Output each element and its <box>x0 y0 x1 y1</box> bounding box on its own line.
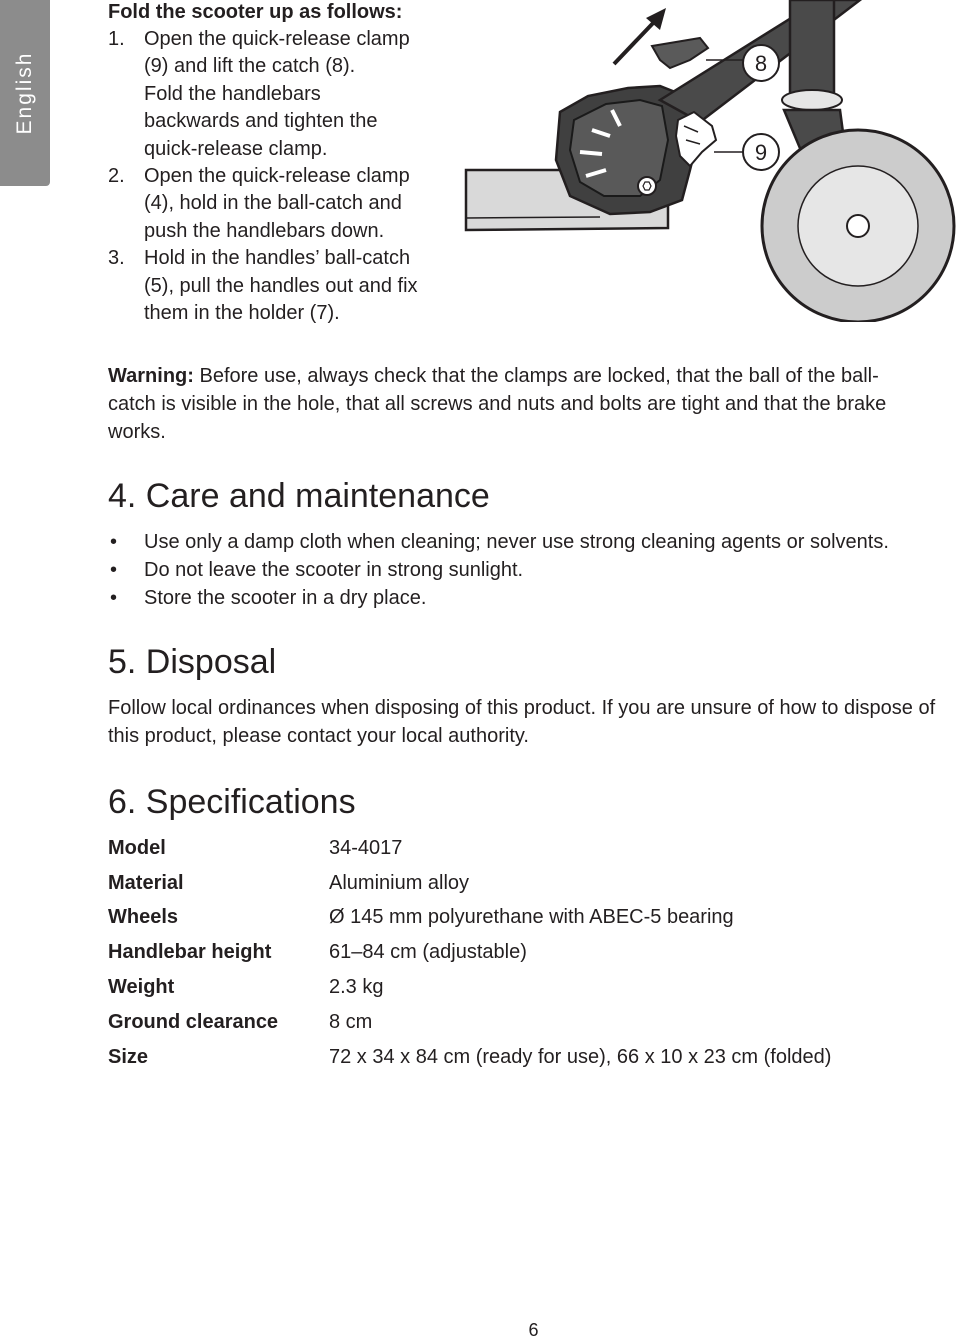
language-tab <box>0 0 50 186</box>
spec-value: 34-4017 <box>329 836 403 859</box>
table-row <box>108 901 831 936</box>
warning-text: Before use, always check that the clamps are locked, that the ball of the ball-catch is visible in the hole, that all screws and nuts and bolts are tight and that the brake works. <box>108 365 887 443</box>
care-list <box>108 528 958 612</box>
callout-8-label: 8 <box>754 51 768 76</box>
step-number: 2. <box>108 165 125 188</box>
table-row <box>108 935 831 970</box>
step-line: push the handlebars down. <box>144 219 385 242</box>
bullet-icon: • <box>110 559 118 581</box>
fold-instructions <box>108 0 468 327</box>
fold-step <box>108 163 468 245</box>
table-row <box>108 970 831 1005</box>
step-number: 1. <box>108 28 125 50</box>
spec-value: Ø 145 mm polyurethane with ABEC-5 bearing <box>329 906 734 929</box>
spec-value: 2.3 kg <box>329 976 384 999</box>
list-item <box>108 528 958 556</box>
spec-label: Size <box>108 1045 149 1068</box>
step-line: Open the quick-release clamp <box>144 165 410 188</box>
step-line: quick-release clamp. <box>144 137 328 160</box>
scooter-fold-illustration <box>462 0 960 322</box>
spec-value: Aluminium alloy <box>329 871 470 894</box>
care-item-text: Store the scooter in a dry place. <box>144 587 427 609</box>
step-line: (4), hold in the ball-catch and <box>144 192 402 215</box>
page-number: 6 <box>528 1320 539 1340</box>
spec-label: Weight <box>108 976 175 999</box>
spec-value: 8 cm <box>329 1010 373 1033</box>
spec-value: 61–84 cm (adjustable) <box>329 941 527 964</box>
care-item-text: Use only a damp cloth when cleaning; never use strong cleaning agents or solvents. <box>144 531 889 553</box>
table-row <box>108 866 831 901</box>
step-line: Hold in the handles’ ball-catch <box>144 247 411 270</box>
disposal-heading: 5. Disposal <box>108 643 277 681</box>
step-line: backwards and tighten the <box>144 110 378 133</box>
release-catch <box>652 38 708 68</box>
warning-paragraph <box>108 362 908 446</box>
step-line: Open the quick-release clamp <box>144 28 410 50</box>
quick-release-clamp <box>676 112 716 166</box>
spec-label: Material <box>108 871 184 894</box>
list-item <box>108 584 958 612</box>
step-line: Fold the handlebars <box>144 82 321 105</box>
step-line: (9) and lift the catch (8). <box>144 55 356 78</box>
bullet-icon: • <box>110 531 118 553</box>
disposal-text: Follow local ordinances when disposing of this product. If you are unsure of how to dispose of this product, please contact your local authority. <box>108 697 936 747</box>
spec-label: Wheels <box>108 906 179 929</box>
spec-value: 72 x 34 x 84 cm (ready for use), 66 x 10 x 23 cm (folded) <box>329 1045 832 1068</box>
table-row <box>108 1005 831 1040</box>
specs-heading: 6. Specifications <box>108 783 356 821</box>
table-row <box>108 1040 831 1075</box>
fold-title: Fold the scooter up as follows: <box>108 1 403 23</box>
callout-9-label: 9 <box>754 140 768 165</box>
step-line: them in the holder (7). <box>144 302 340 325</box>
fold-step <box>108 26 468 163</box>
warning-label: Warning: <box>108 365 194 387</box>
steering-column <box>790 0 834 100</box>
fold-direction-arrow <box>614 20 656 64</box>
specs-table <box>108 831 831 1075</box>
spec-label: Model <box>108 836 166 859</box>
hinge-bolt <box>638 177 656 195</box>
step-number: 3. <box>108 247 125 270</box>
fold-steps <box>108 26 468 327</box>
list-item <box>108 556 958 584</box>
spec-label: Handlebar height <box>108 941 272 964</box>
table-row <box>108 831 831 866</box>
step-line: (5), pull the handles out and fix <box>144 274 418 297</box>
language-label: English <box>13 51 36 135</box>
bullet-icon: • <box>110 587 118 609</box>
care-item-text: Do not leave the scooter in strong sunlight. <box>144 559 524 581</box>
fold-step <box>108 245 468 327</box>
care-heading: 4. Care and maintenance <box>108 477 490 515</box>
spec-label: Ground clearance <box>108 1010 279 1033</box>
